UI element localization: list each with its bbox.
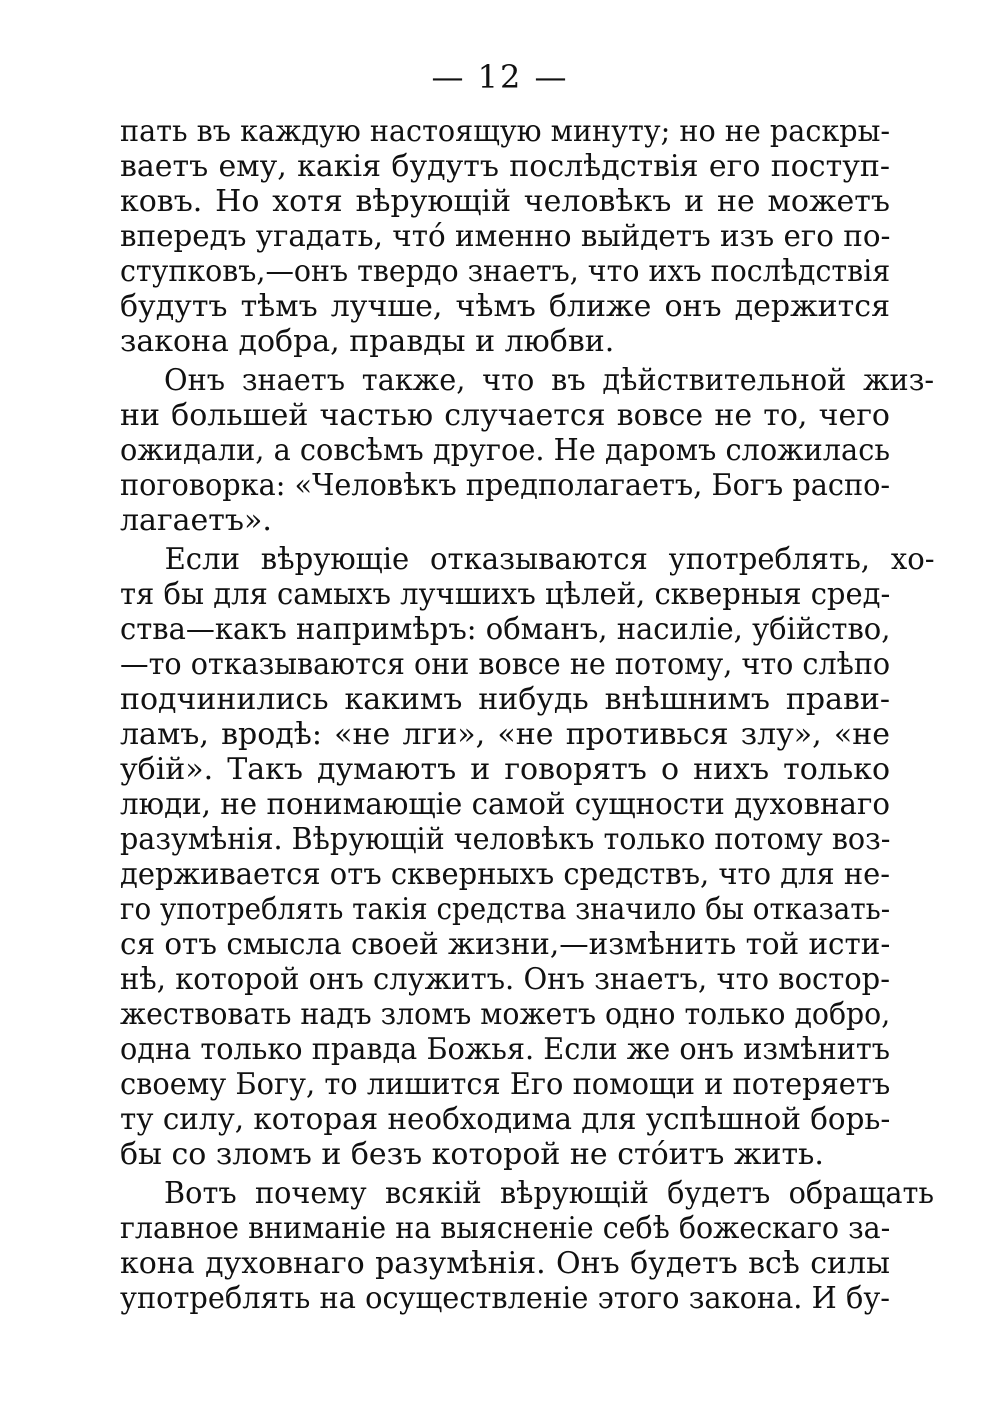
page-number: — 12 — bbox=[431, 58, 569, 96]
text-line: будутъ тѣмъ лучше, чѣмъ ближе онъ держится bbox=[120, 289, 890, 324]
text-line: одна только правда Божья. Если же онъ измѣнитъ bbox=[120, 1032, 890, 1067]
text-line: тя бы для самыхъ лучшихъ цѣлей, скверныя сред- bbox=[120, 577, 891, 612]
text-line: Вотъ почему всякій вѣрующій будетъ обращать bbox=[164, 1176, 935, 1211]
paragraph bbox=[120, 114, 890, 359]
text-line: ни большей частью случается вовсе не то, чего bbox=[120, 398, 890, 433]
text-line: го употреблять такія средства значило бы отказать- bbox=[120, 892, 891, 927]
text-line: Онъ знаетъ также, что въ дѣйствительной жиз- bbox=[164, 363, 935, 398]
text-line: —то отказываются они вовсе не потому, что слѣпо bbox=[120, 647, 891, 682]
text-line: ся отъ смысла своей жизни,—измѣнить той исти- bbox=[120, 927, 891, 962]
text-line: разумѣнія. Вѣрующій человѣкъ только потому воз- bbox=[120, 822, 891, 857]
text-line: ковъ. Но хотя вѣрующій человѣкъ и не можетъ bbox=[120, 184, 890, 219]
paragraph bbox=[120, 1176, 935, 1316]
text-line: ту силу, которая необходима для успѣшной борь- bbox=[120, 1102, 891, 1137]
text-line: ства—какъ напримѣръ: обманъ, насиліе, убійство, bbox=[120, 612, 891, 647]
text-line: пать въ каждую настоящую минуту; но не раскры- bbox=[120, 114, 891, 149]
text-line: главное вниманіе на выясненіе себѣ божескаго за- bbox=[120, 1211, 891, 1246]
text-line: Если вѣрующіе отказываются употреблять, хо- bbox=[164, 542, 935, 577]
text-line: подчинились какимъ нибудь внѣшнимъ прави- bbox=[120, 682, 890, 717]
text-line: употреблять на осуществленіе этого закона. И бу- bbox=[120, 1281, 891, 1316]
text-line: ваетъ ему, какія будутъ послѣдствія его поступ- bbox=[120, 149, 890, 184]
paragraph bbox=[120, 363, 935, 538]
text-line: убій». Такъ думаютъ и говорятъ о нихъ только bbox=[120, 752, 890, 787]
text-line: нѣ, которой онъ служитъ. Онъ знаетъ, что востор- bbox=[120, 962, 890, 997]
text-line: ступковъ,—онъ твердо знаетъ, что ихъ послѣдствія bbox=[120, 254, 891, 289]
text-line: лагаетъ». bbox=[120, 503, 272, 538]
text-line: ламъ, вродѣ: «не лги», «не противься злу», «не bbox=[120, 717, 890, 752]
text-line: своему Богу, то лишится Его помощи и потеряетъ bbox=[120, 1067, 891, 1102]
text-line: держивается отъ скверныхъ средствъ, что для не- bbox=[120, 857, 891, 892]
body-text bbox=[120, 114, 935, 1320]
paragraph bbox=[120, 542, 935, 1172]
text-line: жествовать надъ зломъ можетъ одно только добро, bbox=[120, 997, 891, 1032]
text-line: люди, не понимающіе самой сущности духовнаго bbox=[120, 787, 890, 822]
text-line: впередъ угадать, что́ именно выйдетъ изъ его по- bbox=[120, 219, 891, 254]
text-line: бы со зломъ и безъ которой не сто́итъ жить. bbox=[120, 1137, 824, 1172]
text-line: кона духовнаго разумѣнія. Онъ будетъ всѣ силы bbox=[120, 1246, 890, 1281]
text-line: закона добра, правды и любви. bbox=[120, 324, 615, 359]
text-line: поговорка: «Человѣкъ предполагаетъ, Богъ распо- bbox=[120, 468, 891, 503]
text-line: ожидали, а совсѣмъ другое. Не даромъ сложилась bbox=[120, 433, 890, 468]
